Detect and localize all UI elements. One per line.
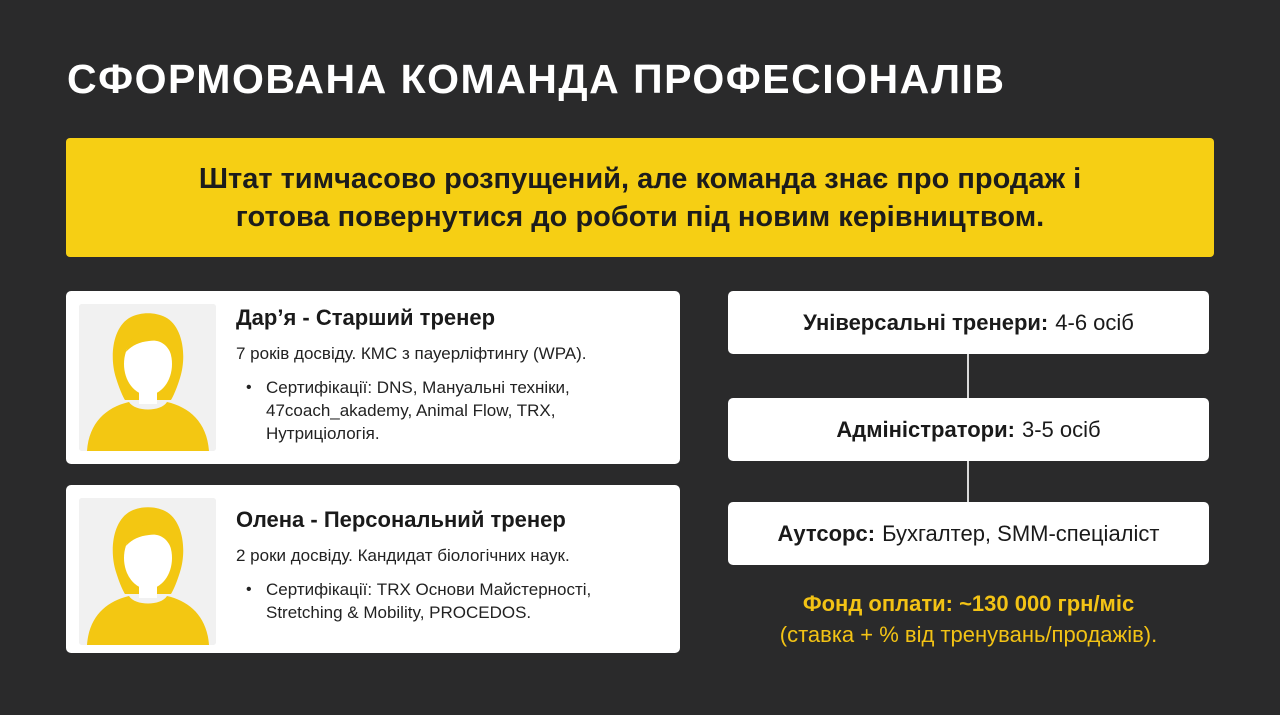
person-card-olena xyxy=(66,485,680,653)
person-name: Олена - Персональний тренер xyxy=(236,507,566,532)
connector-line xyxy=(967,354,969,398)
role-value: Бухгалтер, SMM-спеціаліст xyxy=(882,520,1160,546)
payroll-fund xyxy=(728,591,1209,648)
banner-line-2: готова повернутися до роботи під новим керівництвом. xyxy=(235,200,1045,233)
role-box-trainers xyxy=(728,291,1209,354)
fund-note: (ставка + % від тренувань/продажів). xyxy=(779,622,1158,647)
person-silhouette-icon xyxy=(79,498,216,645)
fund-amount: Фонд оплати: ~130 000 грн/міс xyxy=(802,591,1135,616)
info-banner xyxy=(66,138,1214,257)
bullet: • xyxy=(246,581,252,598)
person-experience: 2 роки досвіду. Кандидат біологічних наук. xyxy=(236,546,570,565)
role-value: 4-6 осіб xyxy=(1055,309,1134,335)
person-certifications xyxy=(236,376,662,445)
role-value: 3-5 осіб xyxy=(1021,416,1101,442)
role-box-admins xyxy=(728,398,1209,461)
role-label: Універсальні тренери: xyxy=(803,309,1049,335)
person-card-daria xyxy=(66,291,680,464)
certifications-text: Сертифікації: TRX Основи Майстерності, Stretching & Mobility, PROCEDOS. xyxy=(266,580,592,622)
person-certifications xyxy=(236,578,662,624)
avatar xyxy=(79,498,216,645)
avatar xyxy=(79,304,216,451)
role-box-outsource xyxy=(728,502,1209,565)
person-silhouette-icon xyxy=(79,304,216,451)
person-experience: 7 років досвіду. КМС з пауерліфтингу (WPA). xyxy=(236,344,587,363)
bullet: • xyxy=(246,379,252,396)
connector-line xyxy=(967,461,969,502)
banner-line-1: Штат тимчасово розпущений, але команда знає про продаж і xyxy=(198,162,1082,195)
page-title: СФОРМОВАНА КОМАНДА ПРОФЕСІОНАЛІВ xyxy=(67,56,1006,102)
certifications-text: Сертифікації: DNS, Мануальні техніки, 47coach_akademy, Animal Flow, TRX, Нутриціологія. xyxy=(266,378,570,443)
role-label: Адміністратори: xyxy=(836,416,1015,442)
role-label: Аутсорс: xyxy=(777,520,876,546)
person-name: Дар’я - Старший тренер xyxy=(236,305,496,330)
